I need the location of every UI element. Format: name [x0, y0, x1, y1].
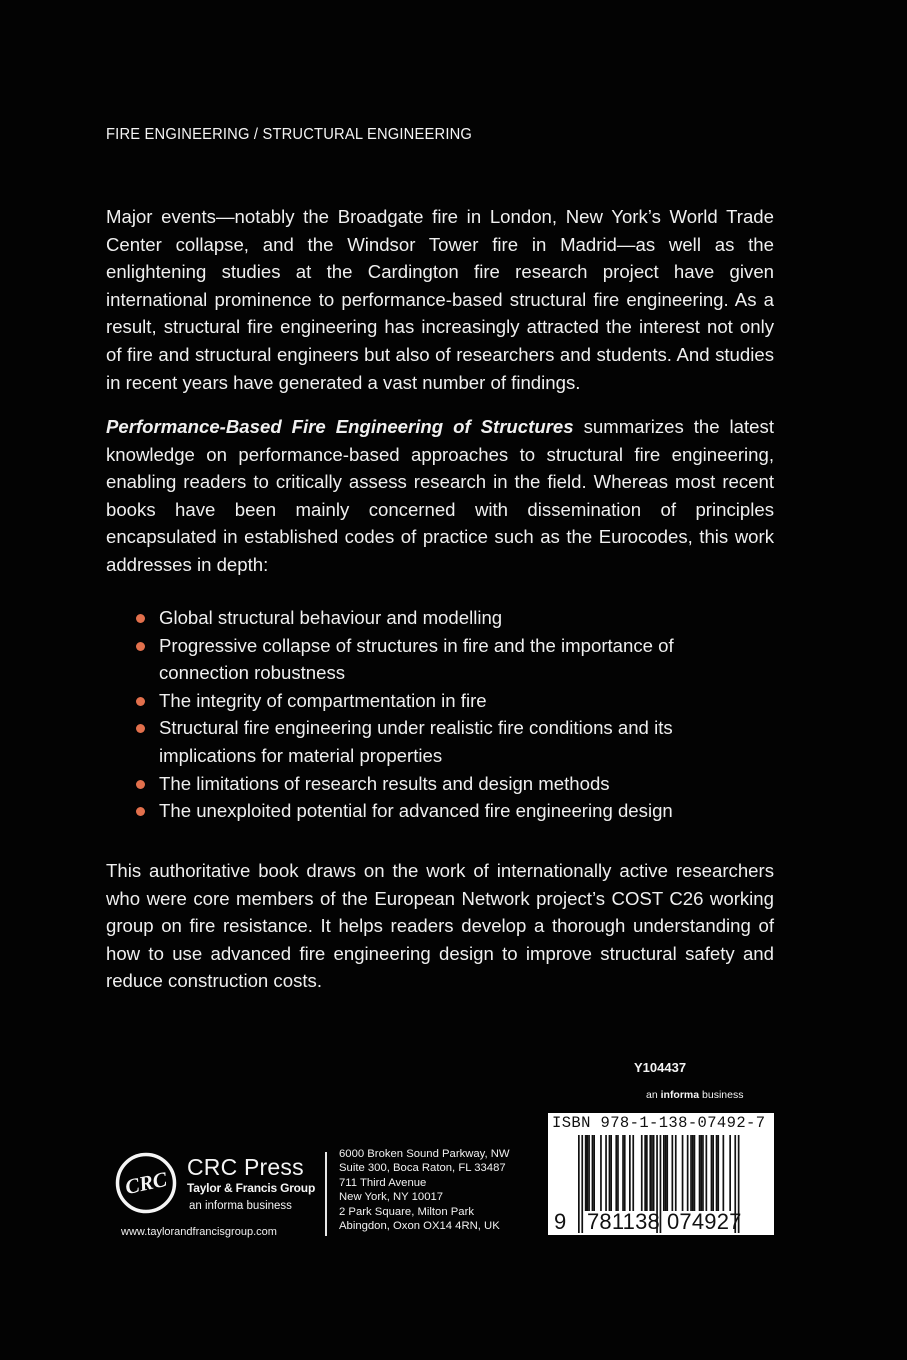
paragraph-text: Major events—notably the Broadgate fire in London, New York’s World Trade Center collapse, and the Windsor Tower fire in Madrid—as well as the enlightening studies at the Cardington fire research project have given international prominence to performance-based structural fire engineering. As a result, structural fire engineering has increasingly attracted the interest not only of fire and structural engineers but also of researchers and students. And studies in recent years have generated a vast number of findings. — [106, 206, 774, 393]
list-item: Structural fire engineering under realistic fire conditions and its implications for material properties — [136, 714, 756, 769]
barcode-bar — [617, 1135, 619, 1211]
description-paragraph-2 — [106, 413, 774, 579]
bullet-dot-icon — [136, 780, 145, 789]
barcode-bar — [610, 1135, 612, 1211]
isbn-barcode: ISBN 978-1-138-07492-7 9 781138 074927 — [548, 1113, 774, 1235]
barcode-bar — [699, 1135, 701, 1211]
bullet-dot-icon — [136, 642, 145, 651]
barcode-bar — [706, 1135, 708, 1211]
bullet-dot-icon — [136, 807, 145, 816]
barcode-bar — [600, 1135, 602, 1211]
barcode-bar — [632, 1135, 634, 1211]
barcode-bar — [692, 1135, 694, 1211]
barcode-bar — [717, 1135, 719, 1211]
publisher-group: Taylor & Francis Group — [187, 1181, 316, 1195]
barcode-bar — [615, 1135, 617, 1211]
informa-tagline: an informa business — [646, 1089, 744, 1101]
publisher-url[interactable]: www.taylorandfrancisgroup.com — [121, 1226, 277, 1238]
list-item: The integrity of compartmentation in fire — [136, 687, 756, 715]
bullet-dot-icon — [136, 614, 145, 623]
list-item: Global structural behaviour and modelling — [136, 604, 756, 632]
barcode-bar — [641, 1135, 643, 1211]
bullet-dot-icon — [136, 724, 145, 733]
publisher-addresses — [339, 1148, 510, 1236]
barcode-bar — [622, 1135, 624, 1211]
isbn-label: ISBN 978-1-138-07492-7 — [552, 1114, 766, 1132]
barcode-bar — [712, 1135, 714, 1211]
barcode-bar — [716, 1135, 718, 1211]
list-item: The limitations of research results and design methods — [136, 770, 756, 798]
barcode-bar — [663, 1135, 665, 1211]
list-item: Progressive collapse of structures in fire and the importance of connection robustness — [136, 632, 756, 687]
barcode-bar — [588, 1135, 590, 1211]
bullet-dot-icon — [136, 697, 145, 706]
barcode-bar — [675, 1135, 677, 1211]
barcode-bar — [644, 1135, 646, 1211]
description-paragraph-1 — [106, 203, 774, 396]
publisher-name: CRC Press — [187, 1154, 304, 1180]
barcode-bar — [690, 1135, 692, 1211]
divider — [325, 1152, 327, 1236]
barcode-bar — [700, 1135, 702, 1211]
paragraph-text: summarizes the latest knowledge on performance-based approaches to structural fire engineering, enabling readers to critically assess research in the field. Whereas most recent books have been mainly concerned with dissemination of principles encapsulated in established codes of practice such as the Eurocodes, this work addresses in depth: — [106, 416, 774, 575]
barcode-bar — [593, 1135, 595, 1211]
barcode-bar — [653, 1135, 655, 1211]
barcode-bar — [592, 1135, 594, 1211]
barcode-guard-bar — [581, 1135, 583, 1233]
crc-logo-text: CRC — [122, 1166, 170, 1200]
barcode-bar — [665, 1135, 667, 1211]
subject-category: FIRE ENGINEERING / STRUCTURAL ENGINEERING — [106, 126, 473, 143]
barcode-bar — [672, 1135, 674, 1211]
barcode-bar — [609, 1135, 611, 1211]
barcode-bar — [729, 1135, 731, 1211]
address-new-york: 711 Third Avenue New York, NY 10017 — [339, 1177, 444, 1203]
barcode-guard-bar — [578, 1135, 580, 1233]
barcode-bar — [694, 1135, 696, 1211]
barcode-bar — [605, 1135, 607, 1211]
barcode-bar — [682, 1135, 684, 1211]
barcode-bar — [624, 1135, 626, 1211]
barcode-bar — [585, 1135, 587, 1211]
crc-press-logo-icon — [115, 1152, 177, 1214]
barcode-bar — [629, 1135, 631, 1211]
product-code: Y104437 — [634, 1060, 687, 1075]
barcode-bar — [649, 1135, 651, 1211]
barcode-bar — [702, 1135, 704, 1211]
barcode-bar — [651, 1135, 653, 1211]
barcode-bar — [587, 1135, 589, 1211]
description-paragraph-3 — [106, 857, 774, 995]
publisher-informa: an informa business — [189, 1200, 292, 1212]
barcode-bar — [646, 1135, 648, 1211]
topics-list — [136, 604, 756, 825]
barcode-bar — [666, 1135, 668, 1211]
paragraph-text: This authoritative book draws on the work of internationally active researchers who were core members of the European Network project’s COST C26 working group on fire resistance. It helps readers develop a thorough understanding of how to use advanced fire engineering design to improve structural safety and reduce construction costs. — [106, 860, 774, 992]
publisher-block — [187, 1154, 315, 1214]
address-abingdon: 2 Park Square, Milton Park Abingdon, Oxon OX14 4RN, UK — [339, 1206, 500, 1232]
barcode-bar — [711, 1135, 713, 1211]
list-item: The unexploited potential for advanced fire engineering design — [136, 797, 756, 825]
book-title: Performance-Based Fire Engineering of Structures — [106, 416, 574, 437]
barcode-bar — [723, 1135, 725, 1211]
barcode-bar — [687, 1135, 689, 1211]
address-boca-raton: 6000 Broken Sound Parkway, NW Suite 300, Boca Raton, FL 33487 — [339, 1148, 510, 1174]
